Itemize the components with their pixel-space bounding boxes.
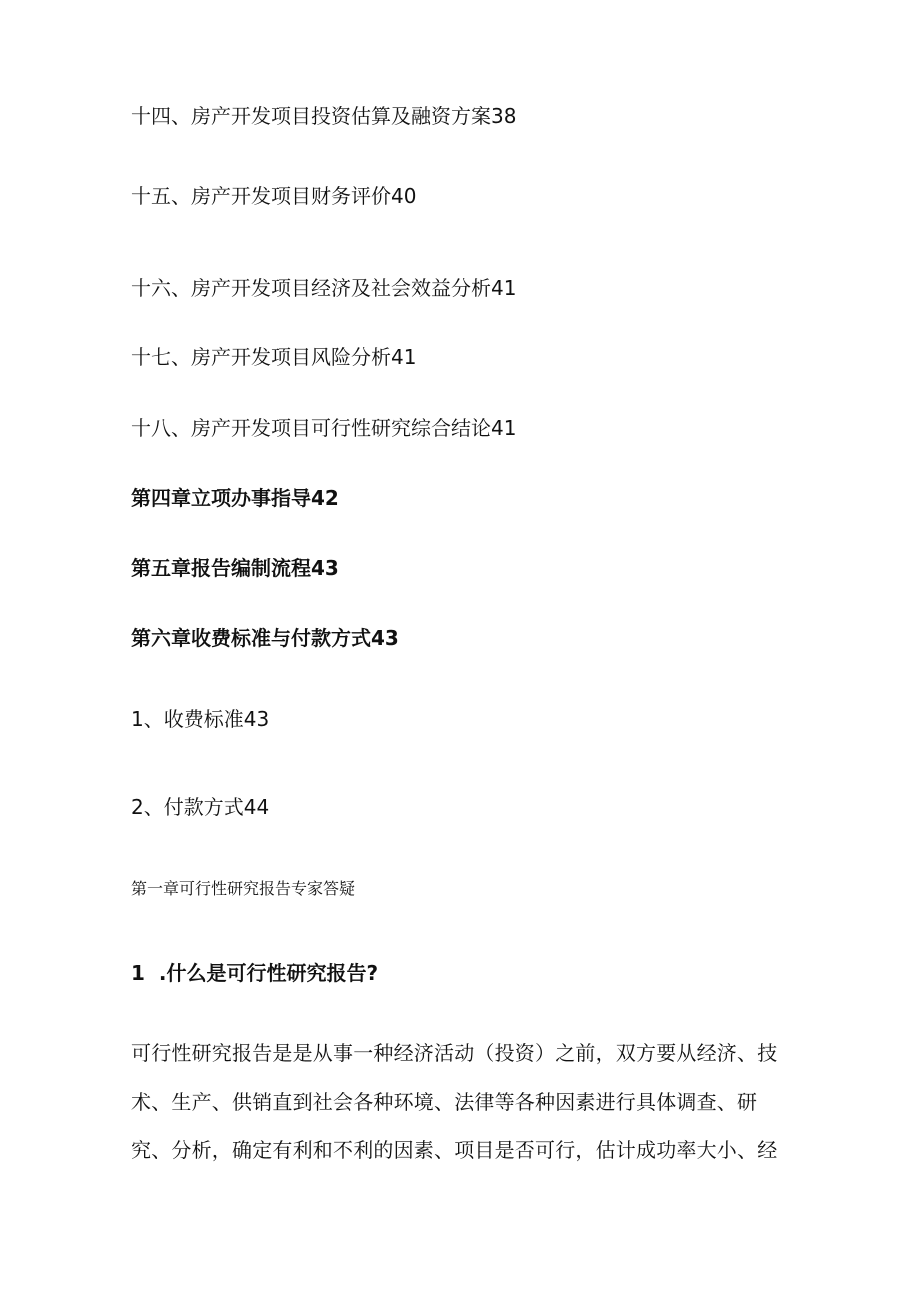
- toc-item-16: 十六、房产开发项目经济及社会效益分析41: [131, 276, 517, 300]
- toc-sub-item-2: 2、付款方式44: [131, 795, 270, 819]
- toc-item-15: 十五、房产开发项目财务评价40: [131, 184, 417, 208]
- paragraph-line-2: 术、生产、供销直到社会各种环境、法律等各种因素进行具体调查、研: [131, 1090, 758, 1114]
- toc-chapter-5: 第五章报告编制流程43: [131, 556, 339, 580]
- toc-chapter-4: 第四章立项办事指导42: [131, 486, 339, 510]
- toc-item-17: 十七、房产开发项目风险分析41: [131, 345, 417, 369]
- chapter-title: 第一章可行性研究报告专家答疑: [131, 879, 356, 898]
- toc-sub-item-1: 1、收费标准43: [131, 707, 270, 731]
- toc-chapter-6: 第六章收费标准与付款方式43: [131, 626, 399, 650]
- toc-item-18: 十八、房产开发项目可行性研究综合结论41: [131, 416, 517, 440]
- paragraph-line-1: 可行性研究报告是是从事一种经济活动（投资）之前，双方要从经济、技: [131, 1041, 778, 1065]
- question-heading: 1 .什么是可行性研究报告?: [131, 961, 379, 985]
- toc-item-14: 十四、房产开发项目投资估算及融资方案38: [131, 104, 517, 128]
- paragraph-line-3: 究、分析，确定有利和不利的因素、项目是否可行，估计成功率大小、经: [131, 1138, 778, 1162]
